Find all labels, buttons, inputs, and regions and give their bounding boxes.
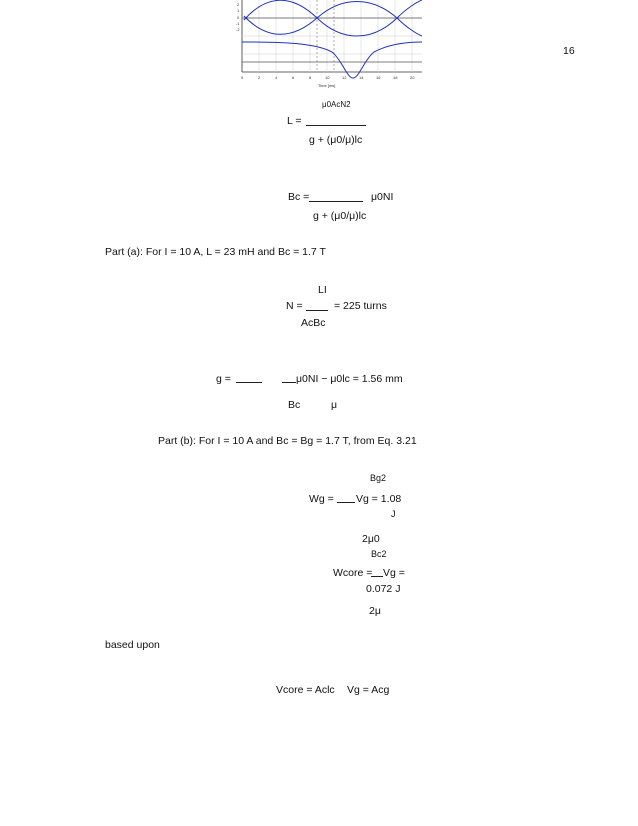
x-tick-label: 14 (359, 75, 364, 80)
page-number: 16 (563, 45, 575, 57)
eq-wg-fraction-bar (337, 502, 355, 503)
eq-n-denominator: AcBc (301, 317, 326, 329)
eq-g-fraction-bar-1 (236, 382, 262, 383)
eq-n-fraction-bar (306, 310, 328, 311)
eq-vcore: Vcore = Aclc (276, 684, 335, 696)
eq-bc-denominator: g + (μ0/μ)lc (313, 210, 367, 222)
eq-wcore-rhs: Vg = (383, 567, 405, 579)
y-tick-label: -1 (236, 21, 240, 26)
x-tick-label: 8 (309, 75, 312, 80)
eq-wcore-fraction-bar (371, 576, 383, 577)
eq-wg-lhs: Wg = (309, 493, 334, 505)
eq-n-lhs: N = (286, 300, 303, 312)
y-tick-label: 0 (237, 15, 240, 20)
eq-g-lhs: g = (216, 373, 231, 385)
part-a-text: Part (a): For I = 10 A, L = 23 mH and Bc = 1.7 T (105, 246, 326, 258)
eq-wcore-rhs-value: 0.072 J (366, 583, 401, 595)
eq-wcore-lhs: Wcore = (333, 567, 373, 579)
x-tick-label: 6 (292, 75, 295, 80)
eq-n-numerator: LI (318, 284, 327, 296)
y-tick-label: 2 (237, 2, 240, 7)
x-tick-label: 4 (275, 75, 278, 80)
x-tick-label: 2 (258, 75, 261, 80)
eq-l-numerator: μ0AcN2 (322, 100, 351, 109)
eq-bc-lhs: Bc = (288, 191, 310, 203)
waveform-figure (222, 0, 422, 95)
eq-g-fraction-bar-2 (282, 382, 296, 383)
eq-l-fraction-bar (306, 125, 366, 126)
x-axis-label: Time [ms] (318, 83, 336, 88)
eq-n-rhs: = 225 turns (334, 300, 387, 312)
eq-bc-numerator: μ0NI (371, 191, 394, 203)
eq-wcore-numerator: Bc2 (371, 549, 387, 559)
x-tick-label: 18 (393, 75, 398, 80)
based-upon-text: based upon (105, 639, 160, 651)
x-tick-label: 12 (342, 75, 347, 80)
eq-wg-denominator: 2μ0 (362, 533, 380, 545)
eq-vg: Vg = Acg (347, 684, 390, 696)
x-tick-label: 0 (241, 75, 244, 80)
eq-g-denominator-1: Bc (288, 399, 301, 411)
part-b-text: Part (b): For I = 10 A and Bc = Bg = 1.7 T, from Eq. 3.21 (158, 435, 417, 447)
eq-l-lhs: L = (287, 115, 302, 127)
eq-g-middle: μ0NI − μ0lc = 1.56 mm (296, 373, 403, 385)
y-tick-label: -2 (236, 27, 240, 32)
eq-wg-numerator: Bg2 (370, 473, 387, 483)
eq-l-denominator: g + (μ0/μ)lc (309, 134, 363, 146)
eq-bc-fraction-bar (309, 201, 363, 202)
eq-wcore-denominator: 2μ (369, 605, 381, 617)
eq-g-denominator-2: μ (331, 399, 338, 411)
x-tick-label: 20 (410, 75, 415, 80)
eq-wg-rhs-unit: J (391, 509, 396, 519)
y-tick-label: 1 (237, 8, 240, 13)
x-tick-label: 10 (325, 75, 330, 80)
eq-wg-rhs: Vg = 1.08 (356, 493, 402, 505)
x-tick-label: 16 (376, 75, 381, 80)
